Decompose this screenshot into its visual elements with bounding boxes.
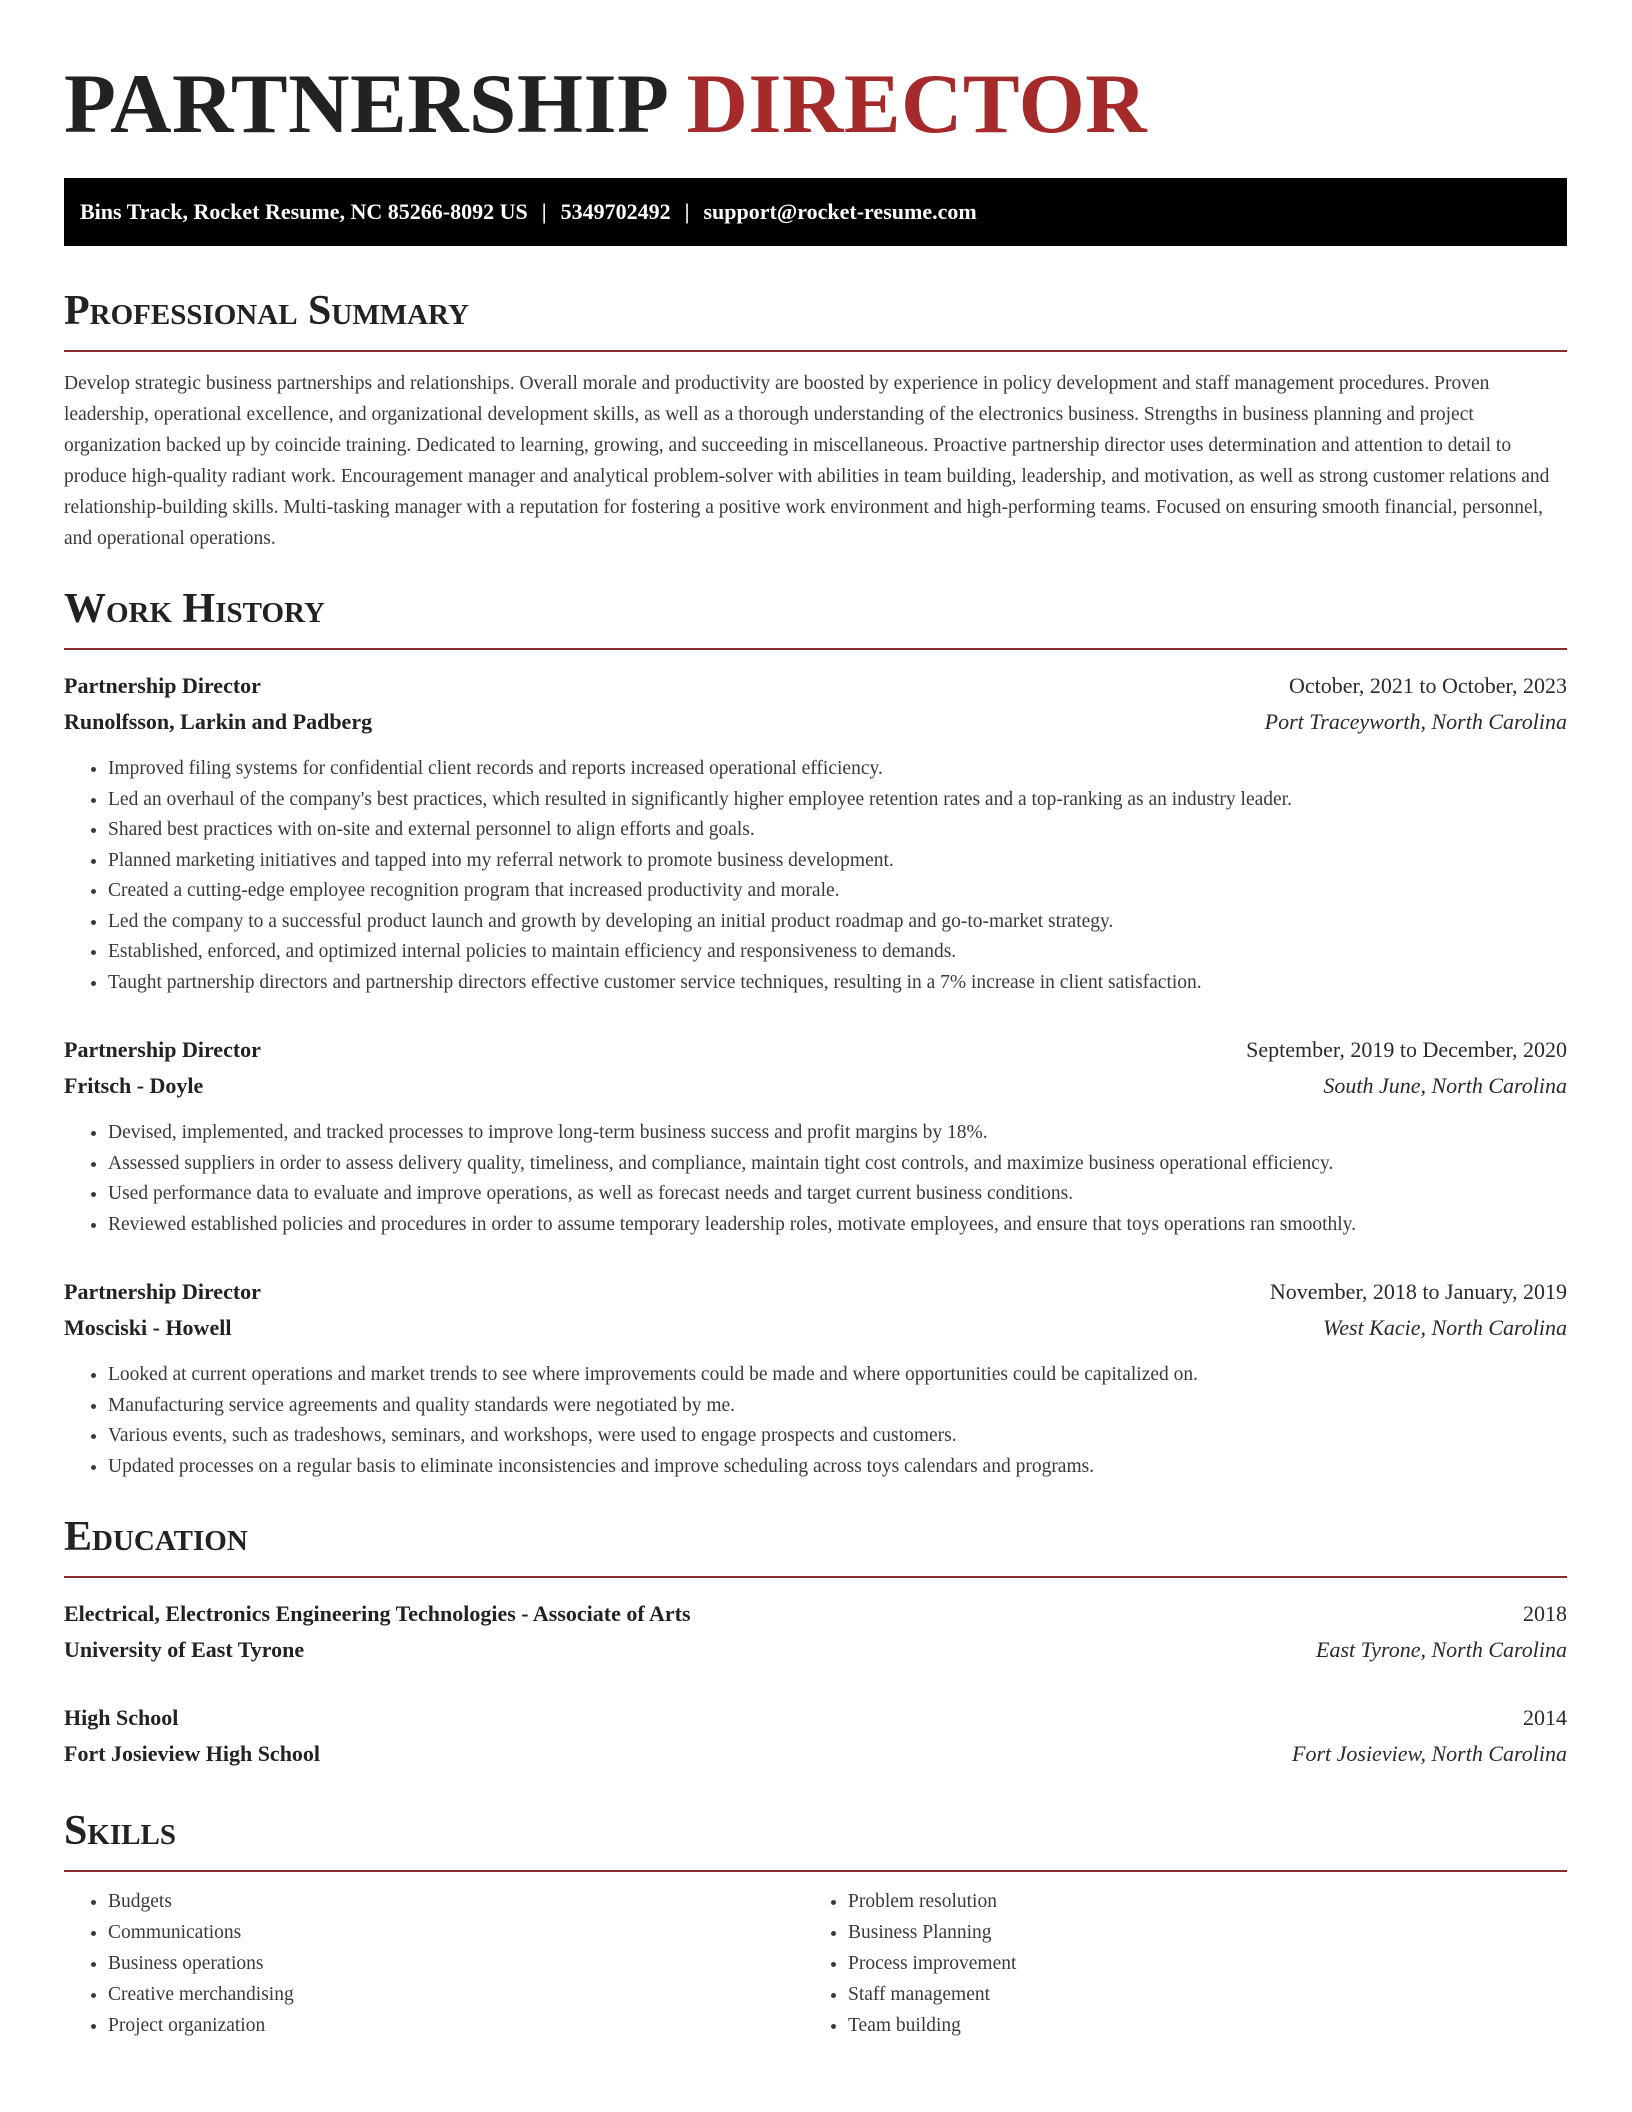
job-bullet: • Updated processes on a regular basis to eliminate inconsistencies and improve scheduling across toys calendars and programs.	[108, 1452, 1567, 1483]
education-degree: Electrical, Electronics Engineering Technologies - Associate of Arts	[64, 1601, 691, 1626]
job-company: Mosciski - Howell	[64, 1315, 232, 1340]
summary-text: Develop strategic business partnerships and relationships. Overall morale and productivity are boosted by experience in policy development and staff management procedures. Proven leadership, operational excellence, and organizational development skills, as well as a thorough understanding of the electronics business. Strengths in business planning and project organization backed up by coincide training. Dedicated to learning, growing, and succeeding in miscellaneous. Proactive partnership director uses determination and attention to detail to produce high-quality radiant work. Encouragement manager and analytical problem-solver with abilities in team building, leadership, and motivation, as well as strong customer relations and relationship-building skills. Multi-tasking manager with a reputation for fostering a positive work environment and high-performing teams. Focused on ensuring smooth financial, personnel, and operational operations.	[64, 373, 1550, 549]
education-year: 2018	[1523, 1601, 1567, 1626]
job-company-row	[64, 1310, 1567, 1346]
skill-item: • Budgets	[108, 1886, 804, 1917]
title-part2: DIRECTOR	[686, 57, 1148, 151]
education-degree: High School	[64, 1705, 179, 1730]
job-bullet: • Manufacturing service agreements and quality standards were negotiated by me.	[108, 1391, 1567, 1422]
resume-page	[64, 0, 1567, 2041]
job-location: Port Traceyworth, North Carolina	[1264, 709, 1567, 734]
skill-item: • Project organization	[108, 2010, 804, 2041]
education-entry	[64, 1596, 1567, 1668]
education-heading: Education	[64, 1512, 1567, 1578]
job-company: Runolfsson, Larkin and Padberg	[64, 709, 373, 734]
contact-phone: 5349702492	[560, 199, 671, 224]
job-title: Partnership Director	[64, 673, 261, 698]
skills-grid	[64, 1886, 1567, 2041]
education-location: Fort Josieview, North Carolina	[1292, 1741, 1567, 1766]
job-dates: November, 2018 to January, 2019	[1269, 1279, 1567, 1304]
job-title: Partnership Director	[64, 1279, 261, 1304]
job-bullets	[64, 754, 1567, 998]
skill-item: • Process improvement	[848, 1948, 1544, 1979]
job-header-row	[64, 668, 1567, 704]
education-entry	[64, 1700, 1567, 1772]
skill-item: • Problem resolution	[848, 1886, 1544, 1917]
title-part1: PARTNERSHIP	[64, 57, 665, 151]
education-school: University of East Tyrone	[64, 1637, 305, 1662]
skill-item: • Communications	[108, 1917, 804, 1948]
education-school-row	[64, 1632, 1567, 1668]
education-school: Fort Josieview High School	[64, 1741, 321, 1766]
job-bullet: • Led the company to a successful product launch and growth by developing an initial product roadmap and go-to-market strategy.	[108, 907, 1567, 938]
job-bullet: • Established, enforced, and optimized internal policies to maintain efficiency and responsiveness to demands.	[108, 937, 1567, 968]
skill-item: • Business operations	[108, 1948, 804, 1979]
job-location: West Kacie, North Carolina	[1322, 1315, 1567, 1340]
education-school-row	[64, 1736, 1567, 1772]
job-header-row	[64, 1274, 1567, 1310]
job-title: Partnership Director	[64, 1037, 261, 1062]
job-bullet: • Reviewed established policies and procedures in order to assume temporary leadership roles, motivate employees, and ensure that toys operations ran smoothly.	[108, 1210, 1567, 1241]
job-company-row	[64, 1068, 1567, 1104]
contact-email: support@rocket-resume.com	[703, 199, 977, 224]
job-company: Fritsch - Doyle	[64, 1073, 204, 1098]
job-bullet: • Led an overhaul of the company's best practices, which resulted in significantly higher employee retention rates and a top-ranking as an industry leader.	[108, 785, 1567, 816]
contact-separator: |	[541, 199, 547, 224]
job-dates: October, 2021 to October, 2023	[1288, 673, 1567, 698]
job-dates: September, 2019 to December, 2020	[1246, 1037, 1567, 1062]
job-bullet: • Created a cutting-edge employee recognition program that increased productivity and morale.	[108, 876, 1567, 907]
job-entry	[64, 1032, 1567, 1240]
job-bullets	[64, 1118, 1567, 1240]
education-year: 2014	[1523, 1705, 1567, 1730]
job-bullet: • Planned marketing initiatives and tapped into my referral network to promote business development.	[108, 846, 1567, 877]
job-bullet: • Taught partnership directors and partnership directors effective customer service techniques, resulting in a 7% increase in client satisfaction.	[108, 968, 1567, 999]
job-entry	[64, 1274, 1567, 1482]
skills-heading: Skills	[64, 1806, 1567, 1872]
skill-item: • Staff management	[848, 1979, 1544, 2010]
skill-item: • Business Planning	[848, 1917, 1544, 1948]
job-bullet: • Devised, implemented, and tracked processes to improve long-term business success and profit margins by 18%.	[108, 1118, 1567, 1149]
job-header-row	[64, 1032, 1567, 1068]
contact-separator: |	[684, 199, 690, 224]
resume-title	[64, 0, 1567, 150]
skills-column-left	[64, 1886, 804, 2041]
job-bullets	[64, 1360, 1567, 1482]
education-location: East Tyrone, North Carolina	[1316, 1637, 1567, 1662]
work-history-heading: Work History	[64, 584, 1567, 650]
skills-column-right	[804, 1886, 1544, 2041]
job-location: South June, North Carolina	[1323, 1073, 1567, 1098]
job-company-row	[64, 704, 1567, 740]
job-bullet: • Various events, such as tradeshows, seminars, and workshops, were used to engage prospects and customers.	[108, 1421, 1567, 1452]
summary-heading: Professional Summary	[64, 286, 1567, 352]
education-degree-row	[64, 1596, 1567, 1632]
skill-item: • Team building	[848, 2010, 1544, 2041]
education-degree-row	[64, 1700, 1567, 1736]
job-entry	[64, 668, 1567, 998]
contact-address: Bins Track, Rocket Resume, NC 85266-8092 US	[80, 199, 528, 224]
skill-item: • Creative merchandising	[108, 1979, 804, 2010]
job-bullet: • Used performance data to evaluate and improve operations, as well as forecast needs and target current business conditions.	[108, 1179, 1567, 1210]
job-bullet: • Improved filing systems for confidential client records and reports increased operational efficiency.	[108, 754, 1567, 785]
contact-bar	[64, 178, 1567, 246]
job-bullet: • Looked at current operations and market trends to see where improvements could be made and where opportunities could be capitalized on.	[108, 1360, 1567, 1391]
job-bullet: • Shared best practices with on-site and external personnel to align efforts and goals.	[108, 815, 1567, 846]
job-bullet: • Assessed suppliers in order to assess delivery quality, timeliness, and compliance, maintain tight cost controls, and maximize business operational efficiency.	[108, 1149, 1567, 1180]
